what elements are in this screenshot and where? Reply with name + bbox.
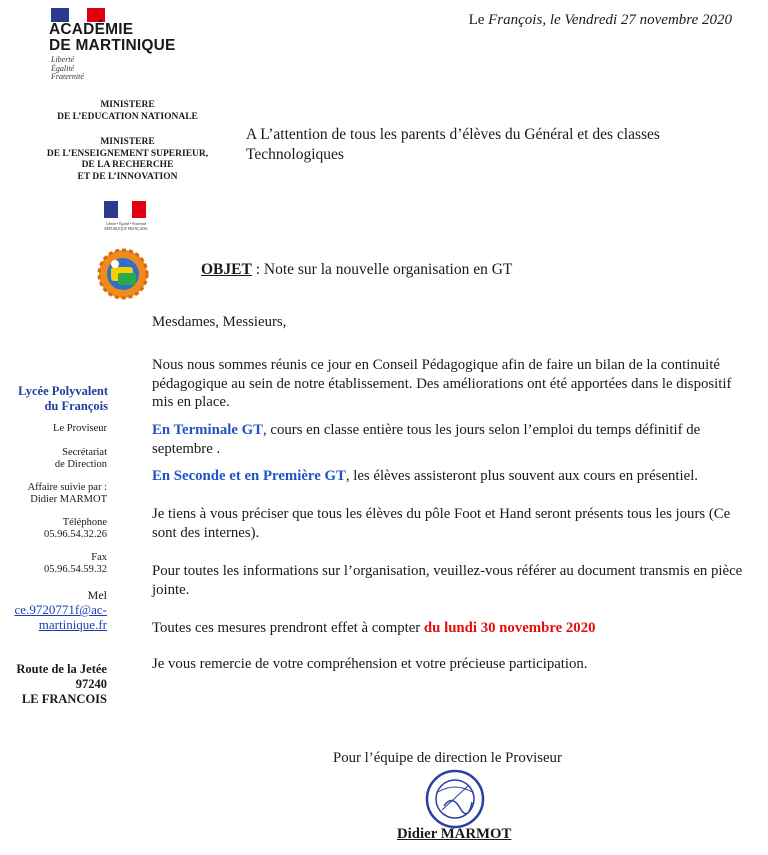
letter-date (469, 12, 732, 29)
telephone-label: Téléphone (62, 517, 107, 528)
telephone-value: 05.96.54.32.26 (44, 529, 107, 540)
email-line1[interactable]: ce.9720771f@ac- (14, 602, 107, 617)
salutation: Mesdames, Messieurs, (152, 314, 287, 330)
official-stamp-icon (424, 768, 486, 830)
paragraph-foot-hand: Je tiens à vous préciser que tous les élèves du pôle Foot et Hand seront présents tous les jours (Ce sont des internes). (152, 506, 731, 541)
secretariat-line2: de Direction (54, 459, 107, 470)
devise-fraternite: Fraternité (51, 72, 84, 81)
ministere-line1: MINISTERE (100, 100, 155, 110)
school-name-line1: Lycée Polyvalent (18, 384, 108, 398)
secretariat-block (55, 447, 107, 471)
ministere-enseignement (40, 137, 215, 183)
secretariat-line1: Secrétariat (62, 447, 107, 458)
address-street: Route de la Jetée (16, 662, 107, 676)
republic-caption (102, 222, 150, 231)
affaire-block (28, 482, 107, 506)
ministere-line2: DE L’EDUCATION NATIONALE (57, 111, 198, 122)
school-name-line2: du François (44, 399, 108, 413)
affaire-label: Affaire suivie par : (27, 482, 107, 493)
objet-label: OBJET (201, 261, 252, 278)
fax-label: Fax (91, 552, 107, 563)
seconde-text: , les élèves assisteront plus souvent aux cours en présentiel. (345, 468, 699, 484)
date-place: François (488, 12, 543, 28)
fax-block (44, 552, 107, 576)
devise-egalite: Égalité (51, 63, 75, 73)
address-block (16, 662, 107, 707)
paragraph-bilan: Nous nous sommes réunis ce jour en Conseil Pédagogique afin de faire un bilan de la continuité pédagogique au sein de notre établissement. Des améliorations ont été apportées dans le dispositif mis en place. (152, 357, 732, 410)
paragraph-remerciement: Je vous remercie de votre compréhension et votre précieuse participation. (152, 656, 588, 672)
objet-text: : Note sur la nouvelle organisation en GT (251, 261, 513, 278)
republic-caption-name: RÉPUBLIQUE FRANÇAISE (104, 226, 148, 231)
academie-line1: ACADÉMIE (49, 21, 134, 38)
ministere-education (40, 100, 215, 123)
recipient-line: A L’attention de tous les parents d’élèves du Général et des classes Technologiques (246, 126, 660, 163)
academie-line2: DE MARTINIQUE (49, 37, 176, 54)
academie-logo-text (49, 22, 176, 54)
republic-flag-icon (104, 201, 146, 218)
devise (51, 56, 84, 82)
signature-line: Pour l’équipe de direction le Proviseur (333, 750, 562, 766)
school-name (18, 384, 108, 414)
proviseur-label: Le Proviseur (53, 423, 107, 434)
devise-liberte: Liberté (51, 55, 75, 64)
terminale-text: , cours en classe entière tous les jours selon l’emploi du temps définitif de septembre . (152, 422, 701, 457)
terminale-highlight: En Terminale GT (152, 422, 263, 438)
mel-label: Mel (87, 588, 107, 602)
republic-caption-devise: Liberté • Égalité • Fraternité (105, 222, 147, 226)
ministere-line4: DE L’ENSEIGNEMENT SUPERIEUR, (46, 148, 209, 159)
email-link[interactable] (15, 602, 107, 632)
paragraph-terminale (152, 421, 752, 458)
ministere-line5: DE LA RECHERCHE (81, 160, 174, 170)
ministere-line6: ET DE L’INNOVATION (77, 171, 178, 182)
signatory-name: Didier MARMOT (397, 826, 512, 842)
date-effet-text: Toutes ces mesures prendront effet à compter (152, 620, 424, 636)
paragraph-date-effet (152, 619, 752, 638)
school-logo-icon (96, 247, 150, 301)
ministere-line3: MINISTERE (100, 137, 155, 147)
address-postcode: 97240 (75, 677, 107, 691)
email-line2[interactable]: martinique.fr (38, 617, 107, 632)
telephone-block (44, 517, 107, 541)
date-prefix: Le (468, 12, 489, 28)
date-rest: , le Vendredi 27 novembre 2020 (542, 12, 732, 28)
address-city: LE FRANCOIS (21, 692, 107, 706)
fax-value: 05.96.54.59.32 (44, 564, 107, 575)
academie-flag-icon (51, 8, 105, 22)
objet-line (201, 261, 512, 279)
date-effet-highlight: du lundi 30 novembre 2020 (423, 620, 596, 636)
affaire-name: Didier MARMOT (30, 494, 107, 505)
seconde-highlight: En Seconde et en Première GT (152, 468, 346, 484)
paragraph-informations: Pour toutes les informations sur l’organisation, veuillez-vous référer au document transmis en pièce jointe. (152, 563, 743, 598)
paragraph-seconde (152, 467, 752, 486)
